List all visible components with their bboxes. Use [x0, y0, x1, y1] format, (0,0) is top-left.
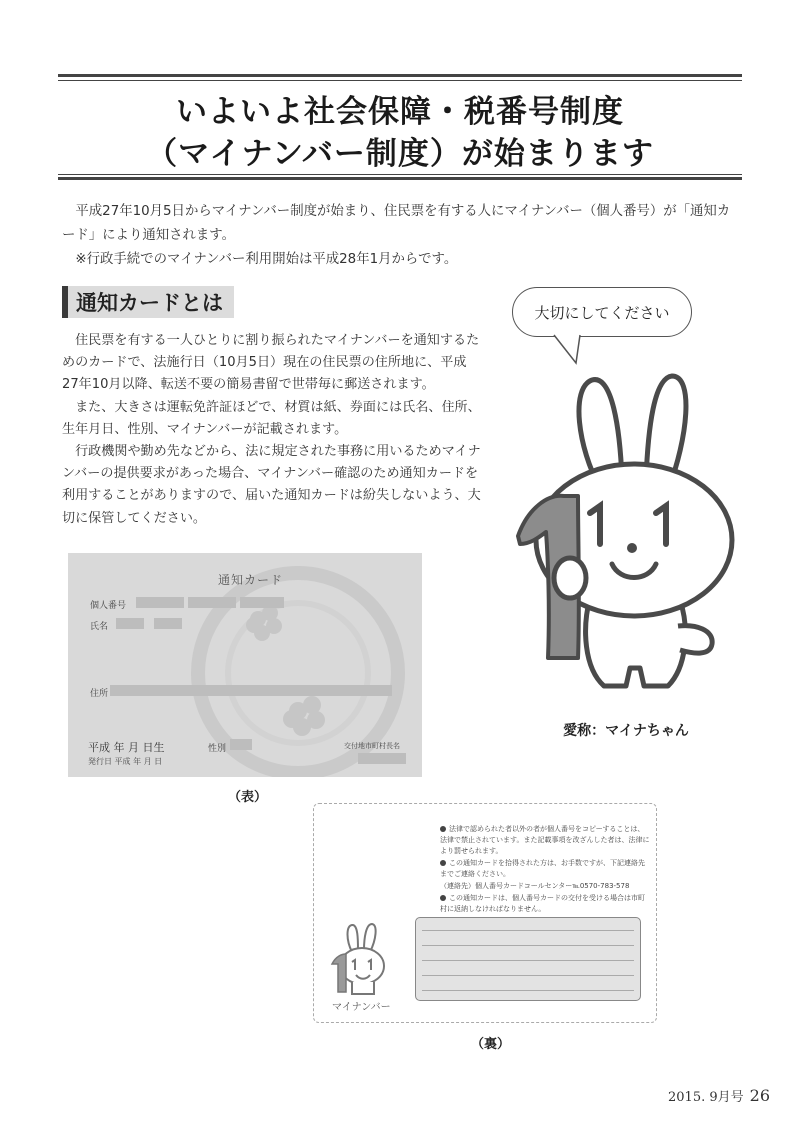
page-footer — [668, 1086, 770, 1105]
card-name-mask — [154, 618, 182, 629]
bullet-icon — [440, 860, 446, 866]
card-birth-line: 平成 年 月 日生 — [88, 741, 165, 754]
notification-card-front — [68, 553, 422, 777]
body-paragraph: また、大きさは運転免許証ほどで、材質は紙、券面には氏名、住所、生年月日、性別、マイナンバーが記載されます。 — [62, 399, 481, 437]
card-back-notice — [440, 893, 650, 915]
card-label-number: 個人番号 — [90, 601, 127, 611]
section-heading-text: 通知カードとは — [76, 291, 223, 315]
title-rule-top — [58, 74, 742, 77]
speech-bubble-text: 大切にしてください — [534, 304, 670, 322]
speech-bubble — [512, 287, 692, 337]
card-address-mask — [110, 685, 392, 696]
card-back-notice-text: この通知カードを拾得された方は、お手数ですが、下記連絡先までご連絡ください。 — [440, 859, 645, 878]
intro-text — [62, 200, 742, 272]
mascot-caption: 愛称：マイナちゃん — [563, 723, 689, 739]
intro-paragraph: 平成27年10月5日からマイナンバー制度が始まり、住民票を有する人にマイナンバー（個人番号）が「通知カード」により通知されます。 — [62, 204, 731, 243]
memo-line — [422, 930, 634, 931]
card-number-mask — [240, 597, 284, 608]
card-back-contact — [440, 881, 650, 892]
card-back-notice-text: この通知カードは、個人番号カードの交付を受ける場合は市町村に返納しなければなりません。 — [440, 894, 645, 913]
memo-line — [422, 975, 634, 976]
memo-line — [422, 990, 634, 991]
title-rule-bottom-thin — [58, 174, 742, 175]
title-rule-bottom — [58, 177, 742, 180]
card-number-mask — [188, 597, 236, 608]
notification-card-back — [313, 803, 657, 1023]
card-back-logo-text: マイナンバー — [332, 1002, 391, 1013]
title-rule-top-thin — [58, 80, 742, 81]
speech-bubble-tail — [550, 333, 590, 365]
memo-line — [422, 960, 634, 961]
section-body — [62, 330, 482, 530]
issue-label: 2015. 9月号 — [668, 1090, 744, 1105]
bullet-icon — [440, 826, 446, 832]
body-paragraph: 住民票を有する一人ひとりに割り振られたマイナンバーを通知するためのカードで、法施行日（10月5日）現在の住民票の住所地に、平成27年10月以降、転送不要の簡易書留で世帯毎に郵送されます。 — [62, 333, 480, 393]
card-back-notice-text: 法律で認められた者以外の者が個人番号をコピーすることは、法律で禁止されています。また記載事項を改ざんした者は、法律により罰せられます。 — [440, 825, 650, 855]
card-label-name: 氏名 — [90, 622, 109, 632]
card-front-caption: （表） — [228, 790, 268, 805]
card-issuer: 交付地市町村長名 — [344, 742, 400, 750]
card-name-mask — [116, 618, 144, 629]
page-title-line1: いよいよ社会保障・税番号制度 — [176, 94, 624, 130]
mascot-logo-icon — [328, 922, 388, 996]
card-issued-line: 発行日 平成 年 月 日 — [88, 757, 163, 766]
intro-note: ※行政手続でのマイナンバー利用開始は平成28年1月からです。 — [75, 252, 458, 267]
memo-line — [422, 945, 634, 946]
card-number-mask — [136, 597, 184, 608]
card-back-notice — [440, 824, 650, 857]
card-front-title: 通知カード — [218, 573, 284, 587]
card-back-contact-text: （連絡先）個人番号カードコールセンター℡0570-783-578 — [440, 882, 630, 890]
mascot-illustration — [508, 368, 744, 698]
card-sex-mask — [230, 739, 252, 750]
card-label-sex: 性別 — [208, 744, 227, 754]
body-paragraph: 行政機関や勤め先などから、法に規定された事務に用いるためマイナンバーの提供要求があった場合、マイナンバー確認のため通知カードを利用することがありますので、届いた通知カードは紛失しないよう、大切に保管してください。 — [62, 444, 481, 526]
card-back-caption: （裏） — [471, 1037, 511, 1052]
section-heading — [62, 286, 234, 318]
card-back-notice — [440, 858, 650, 880]
card-back-notices — [440, 824, 650, 916]
page-title-line2: （マイナンバー制度）が始まります — [146, 136, 654, 172]
card-issuer-mask — [358, 753, 406, 764]
card-back-memo-box — [415, 917, 641, 1001]
page-number: 26 — [749, 1086, 770, 1105]
card-label-address: 住所 — [90, 689, 109, 699]
bullet-icon — [440, 895, 446, 901]
